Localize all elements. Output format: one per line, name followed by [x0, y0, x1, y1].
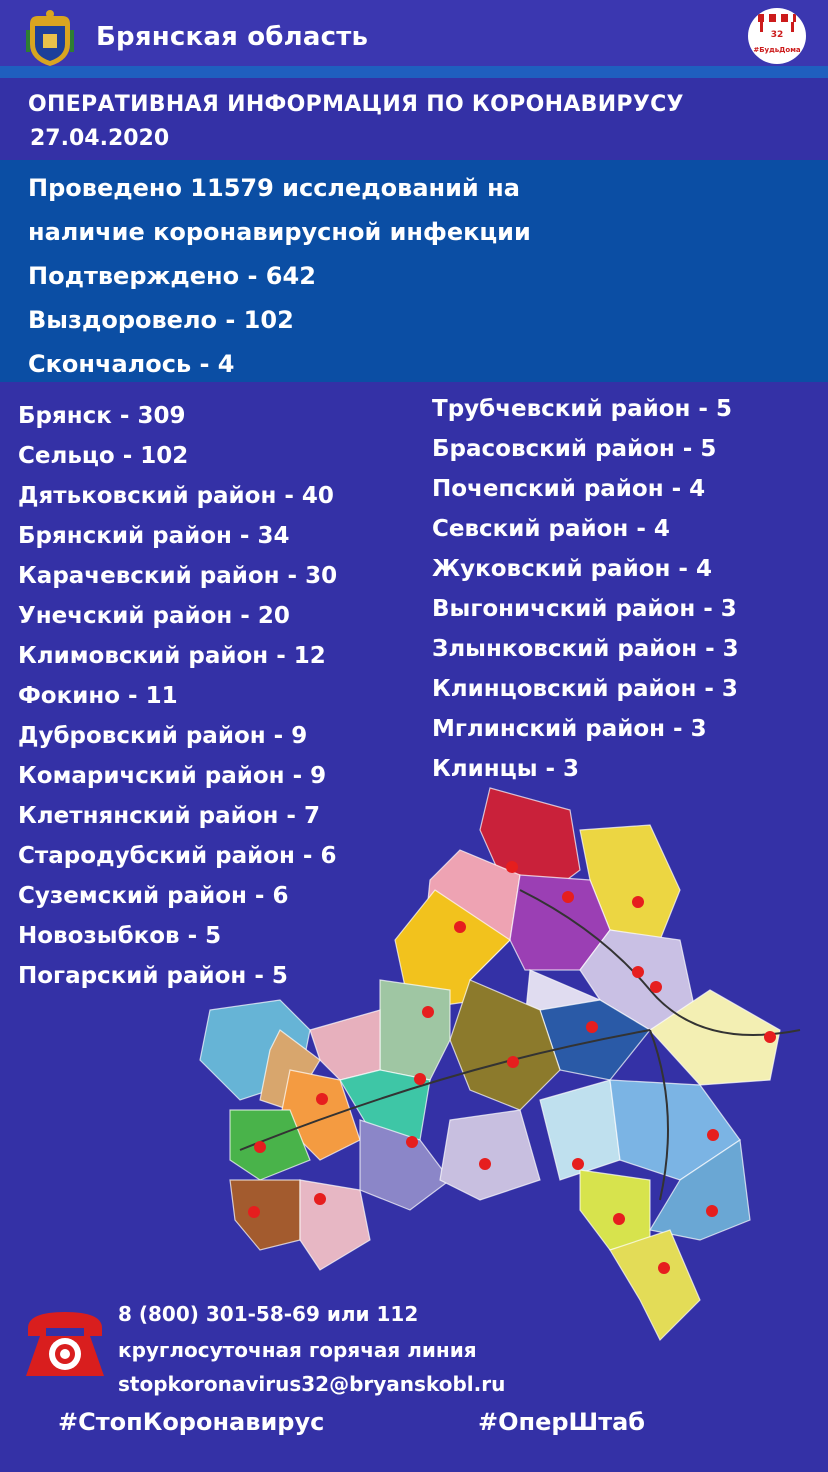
district-item: Злынковский район - 3 — [432, 636, 739, 662]
map-marker — [632, 896, 644, 908]
region-map — [180, 780, 810, 1350]
contact-email[interactable]: stopkoronavirus32@bryanskobl.ru — [118, 1372, 506, 1396]
map-marker — [414, 1073, 426, 1085]
telephone-icon — [22, 1306, 108, 1382]
district-item: Карачевский район - 30 — [18, 563, 338, 589]
tests-line-1: Проведено 11579 исследований на — [28, 174, 520, 202]
hotline-phone: 8 (800) 301-58-69 или 112 — [118, 1302, 419, 1326]
map-district — [580, 1170, 650, 1250]
confirmed-count: Подтверждено - 642 — [28, 262, 316, 290]
map-district — [310, 1010, 380, 1080]
tests-line-2: наличие коронавирусной инфекции — [28, 218, 531, 246]
district-item: Брянск - 309 — [18, 403, 186, 429]
district-item: Брасовский район - 5 — [432, 436, 717, 462]
map-marker — [764, 1031, 776, 1043]
district-item: Почепский район - 4 — [432, 476, 706, 502]
district-item: Дубровский район - 9 — [18, 723, 308, 749]
stay-home-badge — [748, 8, 806, 64]
map-marker — [316, 1093, 328, 1105]
map-marker — [613, 1213, 625, 1225]
map-marker — [479, 1158, 491, 1170]
map-marker — [658, 1262, 670, 1274]
map-marker — [707, 1129, 719, 1141]
districts-list-right — [432, 389, 739, 789]
district-item: Дятьковский район - 40 — [18, 483, 334, 509]
district-item: Сельцо - 102 — [18, 443, 189, 469]
hashtag-opershtab: #ОперШтаб — [478, 1408, 646, 1436]
header-stripe — [0, 66, 828, 78]
map-marker — [586, 1021, 598, 1033]
died-count: Скончалось - 4 — [28, 350, 235, 378]
map-district — [440, 1110, 540, 1200]
district-item: Погарский район - 5 — [18, 963, 288, 989]
map-marker — [314, 1193, 326, 1205]
info-title: ОПЕРАТИВНАЯ ИНФОРМАЦИЯ ПО КОРОНАВИРУСУ — [28, 92, 684, 117]
district-item: Суземский район - 6 — [18, 883, 289, 909]
district-item: Унечский район - 20 — [18, 603, 290, 629]
recovered-count: Выздоровело - 102 — [28, 306, 294, 334]
district-item: Трубчевский район - 5 — [432, 396, 732, 422]
info-date: 27.04.2020 — [30, 126, 170, 151]
district-item: Клинцовский район - 3 — [432, 676, 738, 702]
map-marker — [507, 1056, 519, 1068]
map-marker — [406, 1136, 418, 1148]
district-item: Клетнянский район - 7 — [18, 803, 320, 829]
map-district — [610, 1230, 700, 1340]
district-item: Жуковский район - 4 — [432, 556, 712, 582]
map-marker — [454, 921, 466, 933]
district-item: Мглинский район - 3 — [432, 716, 707, 742]
map-marker — [422, 1006, 434, 1018]
map-marker — [248, 1206, 260, 1218]
stats-panel — [0, 160, 828, 382]
district-item: Комаричский район - 9 — [18, 763, 327, 789]
district-item: Фокино - 11 — [18, 683, 178, 709]
badge-hashtag: #БудьДома — [753, 46, 801, 54]
badge-number: 32 — [770, 30, 784, 40]
map-marker — [254, 1141, 266, 1153]
hotline-description: круглосуточная горячая линия — [118, 1338, 477, 1362]
district-item: Стародубский район - 6 — [18, 843, 337, 869]
map-marker — [572, 1158, 584, 1170]
map-district — [380, 980, 450, 1080]
map-marker — [632, 966, 644, 978]
hashtag-stop-coronavirus: #СтопКоронавирус — [58, 1408, 325, 1436]
region-title: Брянская область — [96, 22, 369, 52]
coat-of-arms-icon — [24, 10, 76, 68]
district-item: Выгоничский район - 3 — [432, 596, 737, 622]
map-marker — [506, 861, 518, 873]
district-item: Клинцы - 3 — [432, 756, 580, 782]
map-marker — [650, 981, 662, 993]
map-marker — [706, 1205, 718, 1217]
district-item: Новозыбков - 5 — [18, 923, 222, 949]
map-marker — [562, 891, 574, 903]
district-item: Климовский район - 12 — [18, 643, 326, 669]
map-district — [300, 1180, 370, 1270]
district-item: Брянский район - 34 — [18, 523, 290, 549]
map-district — [230, 1180, 300, 1250]
district-item: Севский район - 4 — [432, 516, 670, 542]
